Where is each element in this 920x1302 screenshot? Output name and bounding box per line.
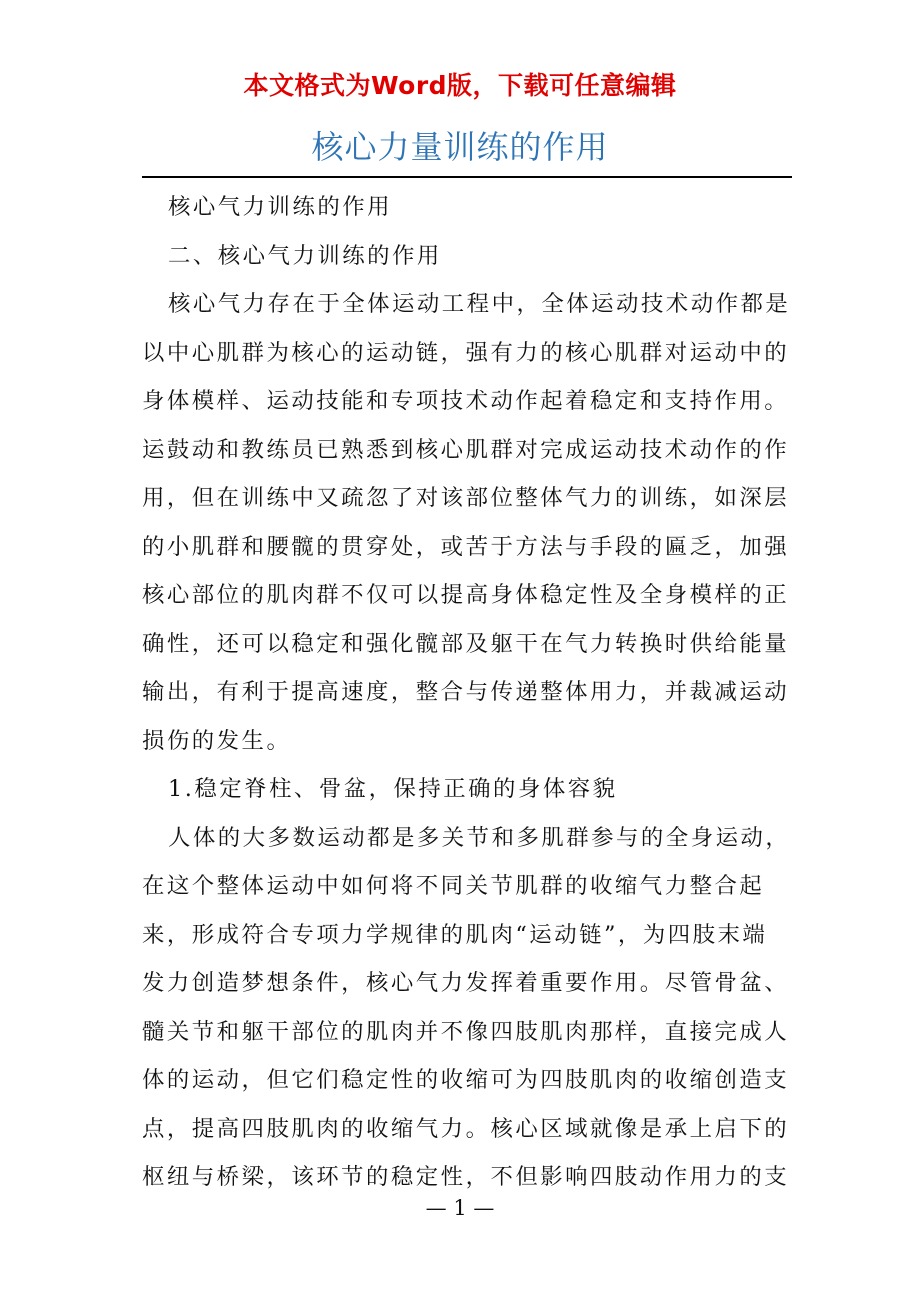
format-notice: 本文格式为Word版，下载可任意编辑 (243, 71, 677, 100)
subsection-heading: 1.稳定脊柱、骨盆，保持正确的身体容貌 (168, 776, 618, 802)
document-body (142, 183, 792, 1202)
section-heading: 二、核心气力训练的作用 (168, 242, 442, 269)
page-number: — 1 — (425, 1196, 495, 1220)
paragraph-heading: 核心气力训练的作用 (168, 194, 393, 220)
header-divider (142, 176, 792, 178)
document-title: 核心力量训练的作用 (311, 128, 609, 166)
paragraph: 核心气力存在于全体运动工程中，全体运动技术动作都是以中心肌群为核心的运动链，强有力的核心肌群对运动中的身体模样、运动技能和专项技术动作起着稳定和支持作用。运鼓动和教练员已熟悉到核心肌群对完成运动技术动作的作用，但在训练中又疏忽了对该部位整体气力的训练，如深层的小肌群和腰髋的贯穿处，或苦于方法与手段的匾乏，加强核心部位的肌肉群不仅可以提高身体稳定性及全身模样的正确性，还可以稳定和强化髋部及躯干在气力转换时供给能量输出，有利于提高速度，整合与传递整体用力，并裁减运动损伤的发生。 (142, 291, 791, 754)
paragraph: 人体的大多数运动都是多关节和多肌群参与的全身运动，在这个整体运动中如何将不同关节肌群的收缩气力整合起来，形成符合专项力学规律的肌肉“运动链”，为四肢末端发力创造梦想条件，核心气力发挥着重要作用。尽管骨盆、髓关节和躯干部位的肌肉并不像四肢肌肉那样，直接完成人体的运动，但它们稳定性的收缩可为四肢肌肉的收缩创造支点，提高四肢肌肉的收缩气力。核心区域就像是承上启下的枢纽与桥梁，该环节的稳定性，不但影响四肢动作用力的支 (142, 824, 791, 1190)
